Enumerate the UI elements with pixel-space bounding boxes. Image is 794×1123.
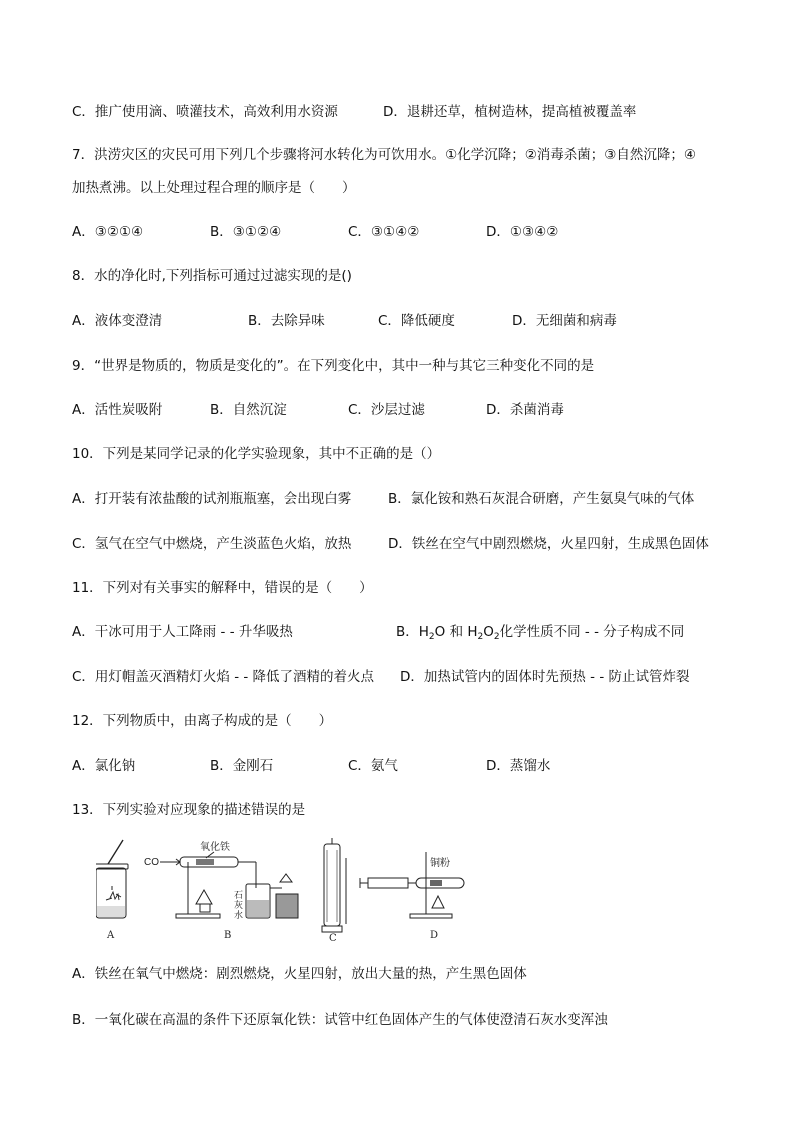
q8-option-c: C．降低硬度 — [378, 313, 455, 329]
q11-option-c: C．用灯帽盖灭酒精灯火焰 - - 降低了酒精的着火点 — [72, 669, 375, 685]
q11-option-b-prefix: B．H — [396, 624, 429, 640]
q11-option-b-sub3: 2 — [493, 632, 500, 642]
q6-option-c: C．推广使用滴、喷灌技术，高效利用水资源 — [72, 104, 338, 120]
q11-option-b-sub2: 2 — [477, 632, 484, 642]
q11-option-b-mid2: O — [483, 624, 494, 640]
q9-option-d: D．杀菌消毒 — [486, 402, 564, 418]
q12-option-d: D．蒸馏水 — [486, 758, 551, 774]
q13-stem: 13．下列实验对应现象的描述错误的是 — [72, 802, 306, 818]
q11-option-b-sub1: 2 — [428, 632, 435, 642]
caption-a: A — [107, 930, 115, 941]
label-limewater-3: 水 — [234, 910, 244, 920]
label-limewater-2: 灰 — [234, 900, 244, 910]
q11-option-b-suffix: 化学性质不同 - - 分子构成不同 — [499, 624, 685, 640]
q6-option-d: D．退耕还草，植树造林，提高植被覆盖率 — [383, 104, 637, 120]
label-limewater-1: 石 — [234, 890, 244, 900]
q10-option-a: A．打开装有浓盐酸的试剂瓶瓶塞，会出现白雾 — [72, 491, 352, 507]
q12-option-c: C．氨气 — [348, 758, 398, 774]
q11-stem: 11．下列对有关事实的解释中，错误的是（ ） — [72, 580, 373, 596]
q7-option-a: A．③②①④ — [72, 224, 144, 240]
q9-option-c: C．沙层过滤 — [348, 402, 425, 418]
q8-option-b: B．去除异味 — [248, 313, 325, 329]
q11-option-b — [396, 622, 684, 642]
q11-option-a: A．干冰可用于人工降雨 - - 升华吸热 — [72, 624, 293, 640]
caption-c: C — [329, 933, 337, 944]
q8-option-d: D．无细菌和病毒 — [512, 313, 617, 329]
q7-option-c: C．③①④② — [348, 224, 420, 240]
q7-option-b: B．③①②④ — [210, 224, 282, 240]
q10-option-d: D．铁丝在空气中剧烈燃烧，火星四射，生成黑色固体 — [388, 536, 709, 552]
q9-option-a: A．活性炭吸附 — [72, 402, 163, 418]
label-fe2o3: 氧化铁 — [200, 842, 230, 853]
q12-stem: 12．下列物质中，由离子构成的是（ ） — [72, 713, 333, 729]
apparatus-d-copper-heating — [360, 852, 464, 918]
apparatus-a-gas-jar — [96, 840, 128, 918]
q10-stem: 10．下列是某同学记录的化学实验现象，其中不正确的是（） — [72, 446, 441, 462]
q9-option-b: B．自然沉淀 — [210, 402, 287, 418]
q7-option-d: D．①③④② — [486, 224, 559, 240]
q13-option-a: A．铁丝在氧气中燃烧：剧烈燃烧，火星四射，放出大量的热，产生黑色固体 — [72, 966, 527, 982]
q13-option-b: B．一氧化碳在高温的条件下还原氧化铁：试管中红色固体产生的气体使澄清石灰水变浑浊 — [72, 1012, 608, 1028]
caption-d: D — [430, 930, 439, 941]
q11-option-b-mid1: O 和 H — [434, 624, 478, 640]
q8-stem: 8．水的净化时,下列指标可通过过滤实现的是() — [72, 268, 352, 284]
label-co: CO — [144, 857, 159, 868]
apparatus-c-column — [322, 838, 346, 932]
q12-option-b: B．金刚石 — [210, 758, 274, 774]
q13-apparatus-figure — [96, 838, 468, 946]
q7-stem-line2: 加热煮沸。以上处理过程合理的顺序是（ ） — [72, 180, 356, 196]
label-cu: 铜粉 — [430, 858, 450, 869]
q9-stem: 9．“世界是物质的，物质是变化的”。在下列变化中，其中一种与其它三种变化不同的是 — [72, 358, 595, 374]
q11-option-d: D．加热试管内的固体时先预热 - - 防止试管炸裂 — [400, 669, 690, 685]
q10-option-c: C．氢气在空气中燃烧，产生淡蓝色火焰，放热 — [72, 536, 352, 552]
caption-b: B — [224, 930, 232, 941]
apparatus-b-co-reduction — [144, 840, 298, 920]
q7-stem-line1: 7．洪涝灾区的灾民可用下列几个步骤将河水转化为可饮用水。①化学沉降；②消毒杀菌；③自然沉降；④ — [72, 147, 696, 163]
q12-option-a: A．氯化钠 — [72, 758, 136, 774]
q8-option-a: A．液体变澄清 — [72, 313, 163, 329]
q10-option-b: B．氯化铵和熟石灰混合研磨，产生氨臭气味的气体 — [388, 491, 695, 507]
